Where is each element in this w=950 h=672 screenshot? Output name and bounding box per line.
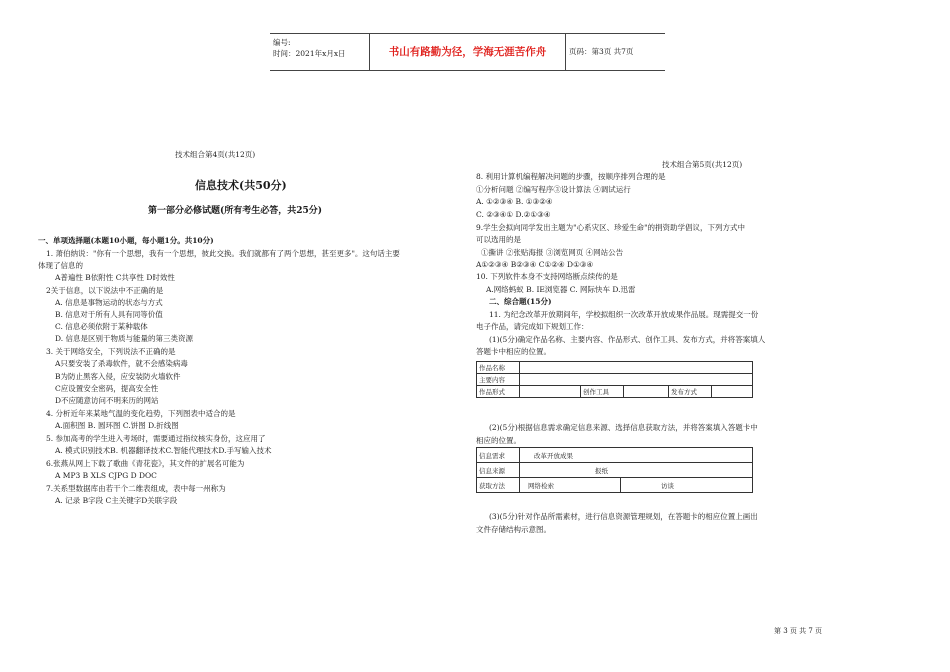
- value-cell: 网络检索: [520, 478, 621, 493]
- label-cell: 信息来源: [477, 463, 520, 478]
- header-meta-cell: [270, 34, 370, 70]
- answer-cell[interactable]: [520, 362, 753, 374]
- left-line: C. 信息必须依附于某种载体: [55, 322, 148, 331]
- left-line: 5. 参加高考的学生进入考场时，需要通过指纹核实身份，这应用了: [46, 434, 266, 443]
- left-line: B为防止黑客入侵，应安装防火墙软件: [55, 372, 181, 381]
- label-cell: 信息需求: [477, 448, 520, 463]
- answer-cell[interactable]: [520, 374, 753, 386]
- left-line: 4. 分析近年来某地气温的变化趋势，下列图表中适合的是: [46, 409, 236, 418]
- right-line: 10. 下列软件本身不支持网络断点续传的是: [476, 272, 618, 281]
- answer-table-2: [476, 447, 753, 493]
- q11-line: (1)(5分)确定作品名称、主要内容、作品形式、创作工具、发布方式，并将答案填人: [489, 335, 766, 344]
- right-line: A. ①②③④ B. ①③②④: [476, 197, 553, 206]
- label-cell: 主要内容: [477, 374, 520, 386]
- q11-line: 11. 为纪念改革开放期间年，学校拟组织一次改革开放成果作品展。现需提交一份: [489, 310, 759, 319]
- left-line: A. 模式识别技术B. 机器翻译技术C.智能代理技术D.手写输入技术: [55, 446, 272, 455]
- q11-part2-line: 相应的位置。: [476, 436, 521, 445]
- label-cell: 创作工具: [581, 386, 624, 398]
- label-cell: 作品形式: [477, 386, 520, 398]
- q11-line: 电子作品，请完成如下规划工作：: [476, 322, 589, 331]
- right-line: ①分析问题 ②编写程序③设计算法 ④调试运行: [476, 185, 631, 194]
- value-cell: 访谈: [621, 478, 753, 493]
- left-line: 2关于信息，以下说法中不正确的是: [46, 286, 164, 295]
- left-line: A只要安装了杀毒软件，就不会感染病毒: [55, 359, 188, 368]
- header-page-label: 页码：第3页 共7页: [569, 47, 634, 56]
- left-line: A. 记录 B字段 C主关键字D关联字段: [55, 496, 178, 505]
- right-line: A.网络蚂蚁 B. IE浏览器 C. 网际快车 D.迅雷: [486, 285, 636, 294]
- left-line: A. 信息是事物运动的状态与方式: [55, 298, 163, 307]
- left-line: C应设置安全密码，提高安全性: [55, 384, 159, 393]
- left-line: A MP3 B XLS CJPG D DOC: [55, 471, 157, 480]
- answer-table-1: [476, 361, 753, 398]
- section2-heading: 二、综合题(15分): [489, 297, 552, 306]
- right-line: 8. 利用计算机编程解决问题的步骤，按顺序排列合理的是: [476, 172, 666, 181]
- q11-part3-line: 文件存储结构示意图。: [476, 525, 551, 534]
- value-cell: 报纸: [520, 463, 753, 478]
- label-cell: 作品名称: [477, 362, 520, 374]
- left-line: A普遍性 B依附性 C共享性 D时效性: [55, 273, 175, 282]
- left-line: D. 信息是区别于物质与能量的第三类资源: [55, 334, 194, 343]
- left-line: 1. 萧伯纳说："你有一个思想，我有一个思想，彼此交换。我们就都有了两个思想，甚至更多"。这句话主要: [46, 249, 400, 258]
- right-line: A①②③④ B②③④ C①②④ D①③④: [476, 260, 594, 269]
- right-line: C. ②③④① D.②①③④: [476, 210, 551, 219]
- footer-page-number: 第 3 页 共 7 页: [774, 627, 823, 635]
- left-line: 3. 关于网络安全，下列说法不正确的是: [46, 347, 176, 356]
- section1-heading: 一、单项选择题(本题10小题，每小题1分。共10分): [38, 236, 214, 245]
- left-line: B. 信息对于所有人具有同等价值: [55, 310, 163, 319]
- answer-cell[interactable]: [520, 386, 581, 398]
- page-title: 信息技术(共50分): [195, 179, 287, 192]
- left-running-head: 技术组合第4页(共12页): [175, 150, 256, 159]
- label-cell: 获取方法: [477, 478, 520, 493]
- left-line: 7.关系型数据库由若干个二维表组成，表中每一州称为: [46, 484, 226, 493]
- time-label: 时间：2021年x月x日: [273, 49, 346, 58]
- right-running-head: 技术组合第5页(共12页): [662, 160, 743, 169]
- q11-part3-line: (3)(5分)针对作品所需素材，进行信息资源管理规划，在答题卡的相应位置上画出: [489, 512, 758, 521]
- label-cell: 发布方式: [669, 386, 712, 398]
- answer-cell[interactable]: [712, 386, 753, 398]
- q11-line: 答题卡中相应的位置。: [476, 347, 551, 356]
- left-line: D不应随意访问不明来历的网站: [55, 396, 159, 405]
- left-line: A.面积图 B. 圆环图 C.饼图 D.折线图: [55, 421, 179, 430]
- serial-label: 编号:: [273, 38, 291, 47]
- document-header: [270, 33, 665, 71]
- header-motto: 书山有路勤为径，学海无涯苦作舟: [370, 34, 566, 70]
- right-line: 可以选用的是: [476, 235, 521, 244]
- answer-cell[interactable]: [624, 386, 669, 398]
- right-line: 9.学生会拟向同学发出主题为"心系灾区、珍爱生命"的捐资助学倡议，下列方式中: [476, 223, 746, 232]
- value-cell: 改革开放成果: [520, 448, 753, 463]
- right-line: ①撕讲 ②张贴海报 ③浏览网页 ④网站公告: [481, 248, 624, 257]
- left-line: 6.张燕从网上下载了歌曲《青花瓷》，其文件的扩展名可能为: [46, 459, 245, 468]
- page-subtitle: 第一部分必修试题(所有考生必答，共25分): [148, 206, 323, 216]
- q11-part2-line: (2)(5分)根据信息需求确定信息来源、选择信息获取方法，并将答案填入答题卡中: [489, 423, 758, 432]
- left-line: 体现了信息的: [38, 261, 83, 270]
